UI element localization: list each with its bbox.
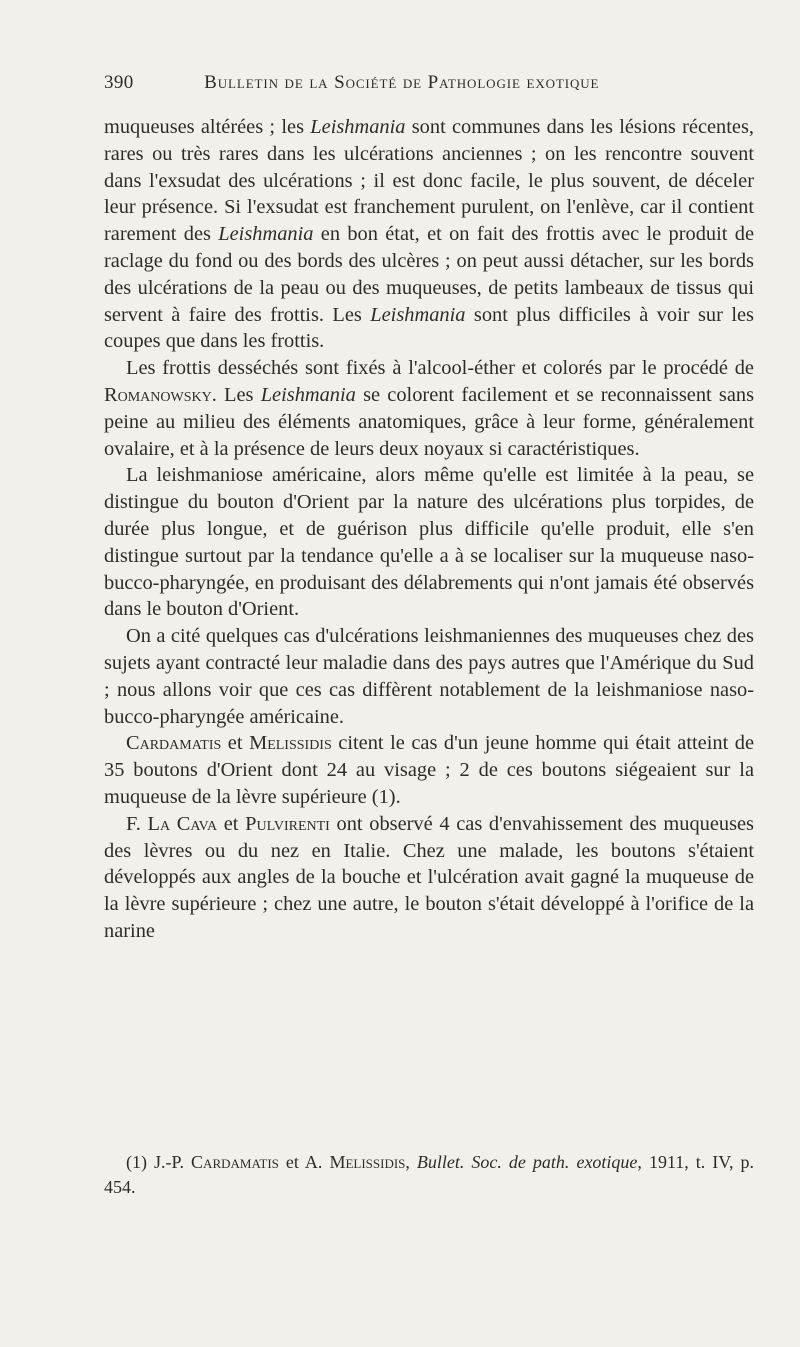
text-run: citent le cas d'un jeune homme qui était atteint de 35 boutons d'Orient dont 24 au visage ; 2 de ces boutons siégeaient sur la muqueuse de la lèvre supérieure (1). — [104, 732, 755, 808]
footnote-text — [104, 1150, 754, 1200]
text-run: Les frottis desséchés sont fixés à l'alcool-éther et colorés par le procédé de — [126, 357, 754, 380]
footnote — [104, 1150, 754, 1200]
text-run: et — [221, 732, 250, 755]
italic-term: Leishmania — [218, 223, 314, 246]
paragraph — [104, 355, 754, 462]
text-run: sont plus difficiles à voir sur les coupes que dans les frottis. — [104, 303, 754, 353]
text-run: F. — [126, 812, 148, 835]
page-header — [104, 72, 754, 94]
text-run: et A. — [278, 1152, 330, 1172]
text-run: sont communes dans les lésions récentes, rares ou très rares dans les ulcérations anciennes ; on les rencontre souvent dans l'exsudat des ulcérations ; il est donc facile, le plus souvent, de déceler leur présence. Si l'exsudat est franchement purulent, on l'enlève, car il contient rarement des — [104, 116, 755, 246]
italic-term: Leishmania — [310, 116, 406, 138]
text-run: , 1911, t. IV, p. 454. — [104, 1152, 754, 1197]
page-number: 390 — [104, 72, 134, 93]
text-run: et — [217, 812, 246, 835]
text-run: ont observé 4 cas d'envahissement des muqueuses des lèvres ou du nez en Italie. Chez une malade, les boutons s'étaient développés aux angles de la bouche et l'ulcération avait gagné la muqueuse de la lèvre supérieure ; chez une autre, le bouton s'était développé à l'orifice de la narine — [104, 812, 754, 942]
paragraph — [104, 114, 754, 355]
author-name: Pulvirenti — [245, 812, 330, 835]
text-run: en bon état, et on fait des frottis avec le produit de raclage du fond ou des bords des ulcères ; on peut aussi détacher, sur les bords des ulcérations de la peau ou des muqueuses, de petits lambeaux de tissus qui servent à faire des frottis. Les — [104, 223, 754, 326]
journal-title: Bullet. Soc. de path. exotique — [416, 1152, 638, 1172]
text-run: . Les — [211, 383, 261, 406]
italic-term: Leishmania — [260, 383, 356, 406]
text-run: muqueuses altérées ; les — [104, 116, 311, 138]
paragraph — [104, 623, 754, 730]
author-name: Cardamatis — [191, 1152, 279, 1172]
author-name: Romanowsky — [104, 383, 212, 406]
paragraph — [104, 730, 754, 810]
author-name: Cardamatis — [126, 732, 222, 755]
author-name: La Cava — [147, 812, 218, 835]
text-run: se colorent facilement et se reconnaissent sans peine au milieu des éléments anatomiques, grâce à leur forme, généralement ovalaire, et à la présence de leurs deux noyaux si caractéristiques. — [104, 383, 755, 460]
author-name: Melissidis — [329, 1152, 406, 1172]
paragraph — [104, 462, 754, 623]
author-name: Melissidis — [249, 732, 332, 755]
italic-term: Leishmania — [370, 303, 466, 326]
text-run: (1) J.-P. — [126, 1152, 192, 1172]
text-run: On a cité quelques cas d'ulcérations leishmaniennes des muqueuses chez des sujets ayant contracté leur maladie dans des pays autres que l'Amérique du Sud ; nous allons voir que ces cas diffèrent notablement de la leishmaniose naso-bucco-pharyngée américaine. — [104, 625, 754, 728]
text-run: , — [405, 1152, 417, 1172]
text-run: La leishmaniose américaine, alors même qu'elle est limitée à la peau, se distingue du bouton d'Orient par la nature des ulcérations plus torpides, de durée plus longue, et de guérison plus difficile qu'elle produit, elle s'en distingue surtout par la tendance qu'elle a à se localiser sur la muqueuse naso-bucco-pharyngée, en produisant des délabrements qui n'ont jamais été observés dans le bouton d'Orient. — [104, 464, 754, 621]
body-text — [104, 114, 754, 945]
running-head: Bulletin de la Société de Pathologie exotique — [204, 72, 600, 93]
paragraph — [104, 811, 754, 945]
